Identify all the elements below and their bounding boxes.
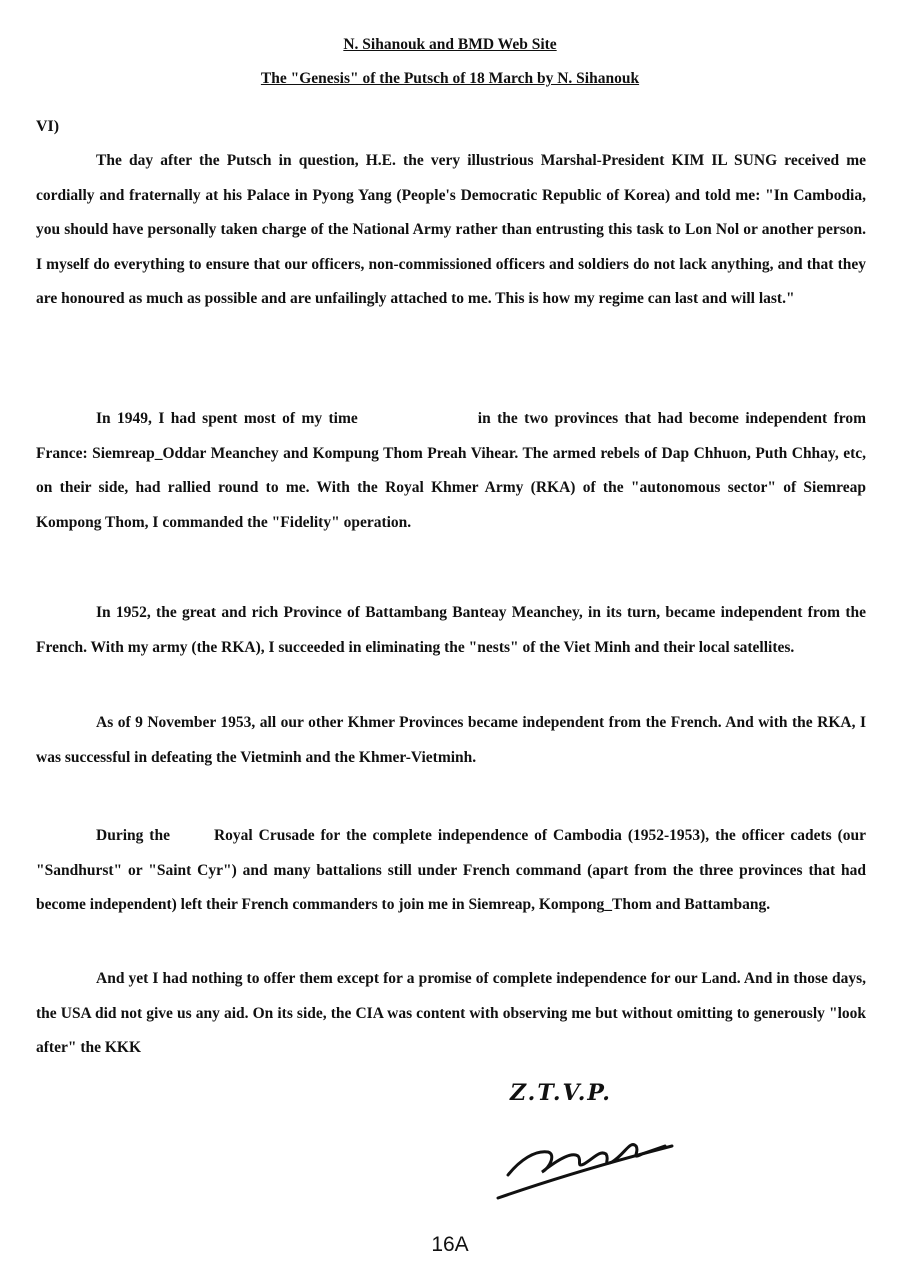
section-number: VI) xyxy=(36,118,60,135)
paragraph-crusade-rest: Royal Crusade for the complete independence of Cambodia (1952-1953), the officer cadets (our "Sandhurst" or "Saint Cyr") and many battalions still under French command (apart from the three provinces that had become independent) left their French commanders to join me in Siemreap, Kompong_Thom and Battambang. xyxy=(36,827,866,913)
paragraph-1949-start: In 1949, I had spent most of my time xyxy=(96,410,358,427)
paragraph-no-aid: And yet I had nothing to offer them except for a promise of complete independence for our Land. And in those days, the USA did not give us any aid. On its side, the CIA was content with observing me but without omitting to generously "look after" the KKK xyxy=(36,970,866,1056)
signature-block xyxy=(490,1080,680,1210)
paragraph-1949-rest: in the two provinces that had become independent from France: Siemreap_Oddar Meanchey and Kompung Thom Preah Vihear. The armed rebels of Dap Chhuon, Puth Chhay, etc, on their side, had rallied round to me. With the Royal Khmer Army (RKA) of the "autonomous sector" of Siemreap Kompong Thom, I commanded the "Fidelity" operation. xyxy=(36,410,866,531)
paragraph-royal-crusade xyxy=(36,819,866,923)
handwritten-signature-icon xyxy=(490,1080,680,1210)
paragraph-1953: As of 9 November 1953, all our other Khmer Provinces became independent from the French. And with the RKA, I was successful in defeating the Vietminh and the Khmer-Vietminh. xyxy=(36,714,866,766)
site-header: N. Sihanouk and BMD Web Site xyxy=(343,36,557,53)
paragraph-1952: In 1952, the great and rich Province of Battambang Banteay Meanchey, in its turn, became independent from the French. With my army (the RKA), I succeeded in eliminating the "nests" of the Viet Minh and their local satellites. xyxy=(36,604,866,656)
paragraph-1949 xyxy=(36,402,866,540)
paragraph-crusade-start: During the xyxy=(96,827,170,844)
document-title: The "Genesis" of the Putsch of 18 March by N. Sihanouk xyxy=(260,70,640,87)
paragraph-kim-il-sung: The day after the Putsch in question, H.E. the very illustrious Marshal-President KIM IL SUNG received me cordially and fraternally at his Palace in Pyong Yang (People's Democratic Republic of Korea) and told me: "In Cambodia, you should have personally taken charge of the National Army rather than entrusting this task to Lon Nol or another person. I myself do everything to ensure that our officers, non-commissioned officers and soldiers do not lack anything, and that they are honoured as much as possible and are unfailingly attached to me. This is how my regime can last and will last." xyxy=(36,152,866,307)
page-number: 16A xyxy=(431,1233,469,1256)
signature-initials: Z.T.V.P. xyxy=(510,1080,612,1106)
